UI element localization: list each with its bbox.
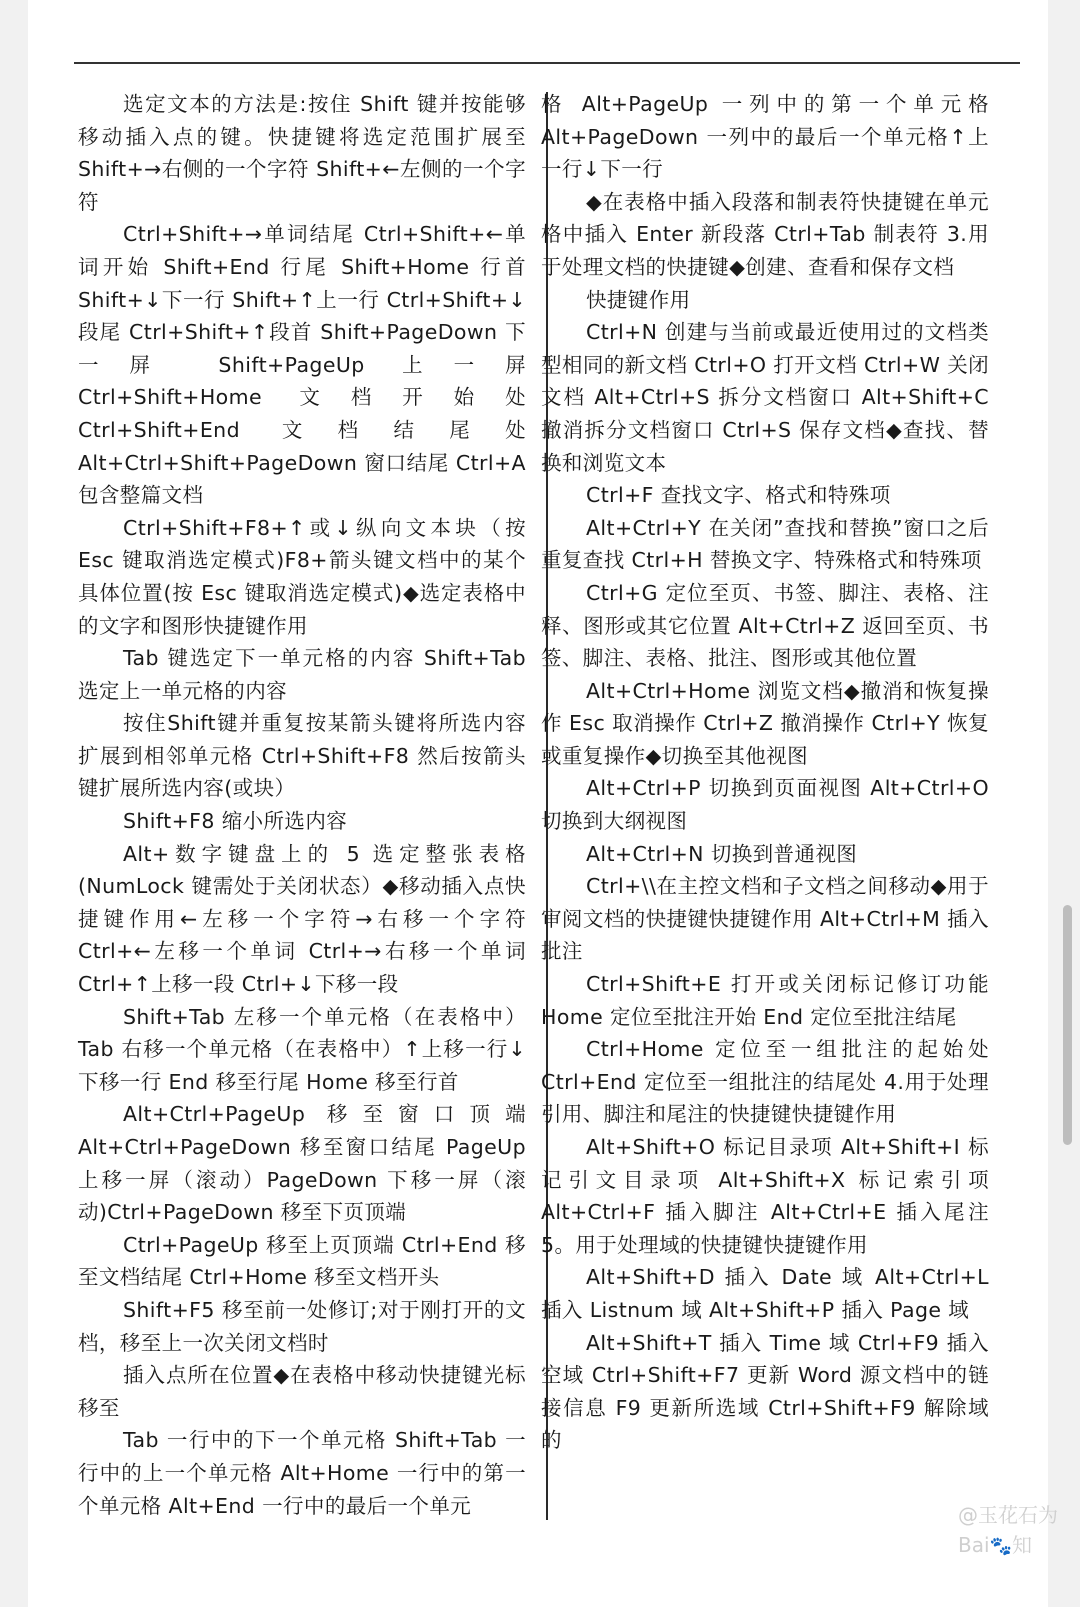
paragraph: Ctrl+Home 定位至一组批注的起始处 Ctrl+End 定位至一组批注的结尾处 4.用于处理引用、脚注和尾注的快捷键快捷键作用 — [541, 1037, 989, 1127]
watermark-brand: Bai — [958, 1533, 990, 1557]
right-column — [541, 88, 989, 1457]
header-rule — [74, 62, 1020, 64]
paragraph: Ctrl+Shift+E 打开或关闭标记修订功能 Home 定位至批注开始 End 定位至批注结尾 — [541, 972, 989, 1029]
paragraph: Alt+Shift+T 插入 Time 域 Ctrl+F9 插入空域 Ctrl+Shift+F7 更新 Word 源文档中的链接信息 F9 更新所选域 Ctrl+Shift+F9 解除域的 — [541, 1330, 989, 1453]
paragraph: Alt+Ctrl+Home 浏览文档◆撤消和恢复操作 Esc 取消操作 Ctrl+Z 撤消操作 Ctrl+Y 恢复或重复操作◆切换至其他视图 — [541, 678, 989, 768]
paragraph: Shift+F5 移至前一处修订;对于刚打开的文档，移至上一次关闭文档时 — [78, 1297, 526, 1355]
paragraph: Tab 一行中的下一个单元格 Shift+Tab 一行中的上一个单元格 Alt+Home 一行中的第一个单元格 Alt+End 一行中的最后一个单元 — [78, 1428, 526, 1518]
paragraph: Ctrl+Shift+→单词结尾 Ctrl+Shift+←单词开始 Shift+End 行尾 Shift+Home 行首 Shift+↓下一行 Shift+↑上一行 Ctrl+Shift+↓段尾 Ctrl+Shift+↑段首 Shift+PageDown 下一屏 Shift+PageUp 上一屏 Ctrl+Shift+Home 文档开始处 Ctrl+Shift+End 文档结尾处 Alt+Ctrl+Shift+PageDown 窗口结尾 Ctrl+A 包含整篇文档 — [78, 222, 526, 508]
paragraph: Ctrl+G 定位至页、书签、脚注、表格、注释、图形或其它位置 Alt+Ctrl+Z 返回至页、书签、脚注、表格、批注、图形或其他位置 — [541, 580, 989, 671]
watermark — [958, 1500, 1070, 1590]
paragraph: Alt+Shift+O 标记目录项 Alt+Shift+I 标记引文目录项 Alt+Shift+X 标记索引项 Alt+Ctrl+F 插入脚注 Alt+Ctrl+E 插入尾注 5。用于处理域的快捷键快捷键作用 — [541, 1135, 989, 1257]
paragraph: 选定文本的方法是:按住 Shift 键并按能够移动插入点的键。快捷键将选定范围扩展至 Shift+→右侧的一个字符 Shift+←左侧的一个字符 — [78, 92, 526, 214]
paragraph: 插入点所在位置◆在表格中移动快捷键光标移至 — [78, 1363, 526, 1420]
paragraph: Alt+Shift+D 插入 Date 域 Alt+Ctrl+L 插入 Listnum 域 Alt+Shift+P 插入 Page 域 — [541, 1265, 989, 1322]
document-page — [28, 0, 1048, 1607]
watermark-logo — [958, 1530, 1070, 1562]
paragraph: Alt+数字键盘上的 5 选定整张表格(NumLock 键需处于关闭状态）◆移动插入点快捷键作用←左移一个字符→右移一个字符 Ctrl+←左移一个单词 Ctrl+→右移一个单词 Ctrl+↑上移一段 Ctrl+↓下移一段 — [78, 841, 526, 997]
paragraph: ◆在表格中插入段落和制表符快捷键在单元格中插入 Enter 新段落 Ctrl+Tab 制表符 3.用于处理文档的快捷键◆创建、查看和保存文档 — [541, 189, 989, 279]
paragraph: Tab 键选定下一单元格的内容 Shift+Tab 选定上一单元格的内容 — [78, 646, 526, 703]
scrollbar-thumb[interactable] — [1063, 905, 1072, 1145]
paragraph: Ctrl+N 创建与当前或最近使用过的文档类型相同的新文档 Ctrl+O 打开文档 Ctrl+W 关闭文档 Alt+Ctrl+S 拆分文档窗口 Alt+Shift+C 撤消拆分文档窗口 Ctrl+S 保存文档◆查找、替换和浏览文本 — [541, 320, 989, 475]
paragraph: Ctrl+F 查找文字、格式和特殊项 — [586, 483, 891, 508]
paragraph: Ctrl+PageUp 移至上页顶端 Ctrl+End 移至文档结尾 Ctrl+Home 移至文档开头 — [78, 1232, 526, 1290]
paragraph: 按住Shift键并重复按某箭头键将所选内容扩展到相邻单元格 Ctrl+Shift+F8 然后按箭头键扩展所选内容(或块） — [78, 711, 526, 801]
paragraph: Shift+Tab 左移一个单元格（在表格中）Tab 右移一个单元格（在表格中）↑上移一行↓下移一行 End 移至行尾 Home 移至行首 — [78, 1004, 526, 1094]
watermark-suffix: 知 — [1011, 1533, 1032, 1557]
paragraph: Alt+Ctrl+PageUp 移至窗口顶端 Alt+Ctrl+PageDown 移至窗口结尾 PageUp 上移一屏（滚动）PageDown 下移一屏（滚动)Ctrl+PageDown 移至下页顶端 — [78, 1102, 526, 1225]
paragraph: Alt+Ctrl+Y 在关闭”查找和替换”窗口之后重复查找 Ctrl+H 替换文字、特殊格式和特殊项 — [541, 515, 989, 573]
paragraph: Shift+F8 缩小所选内容 — [123, 809, 348, 834]
left-column — [78, 88, 526, 1522]
paragraph: 快捷键作用 — [586, 287, 691, 312]
paw-icon: 🐾 — [989, 1536, 1012, 1557]
paragraph: Alt+Ctrl+N 切换到普通视图 — [586, 841, 858, 866]
paragraph: Ctrl+Shift+F8+↑或↓纵向文本块（按 Esc 键取消选定模式)F8+箭头键文档中的某个具体位置(按 Esc 键取消选定模式)◆选定表格中的文字和图形快捷键作用 — [78, 515, 526, 638]
watermark-author: @玉花石为 — [958, 1503, 1058, 1527]
continued-paragraph: 格 Alt+PageUp 一列中的第一个单元格 Alt+PageDown 一列中的最后一个单元格↑上一行↓下一行 — [541, 92, 989, 182]
paragraph: Alt+Ctrl+P 切换到页面视图 Alt+Ctrl+O 切换到大纲视图 — [541, 776, 989, 834]
paragraph: Ctrl+\\在主控文档和子文档之间移动◆用于审阅文档的快捷键快捷键作用 Alt+Ctrl+M 插入批注 — [541, 874, 989, 964]
